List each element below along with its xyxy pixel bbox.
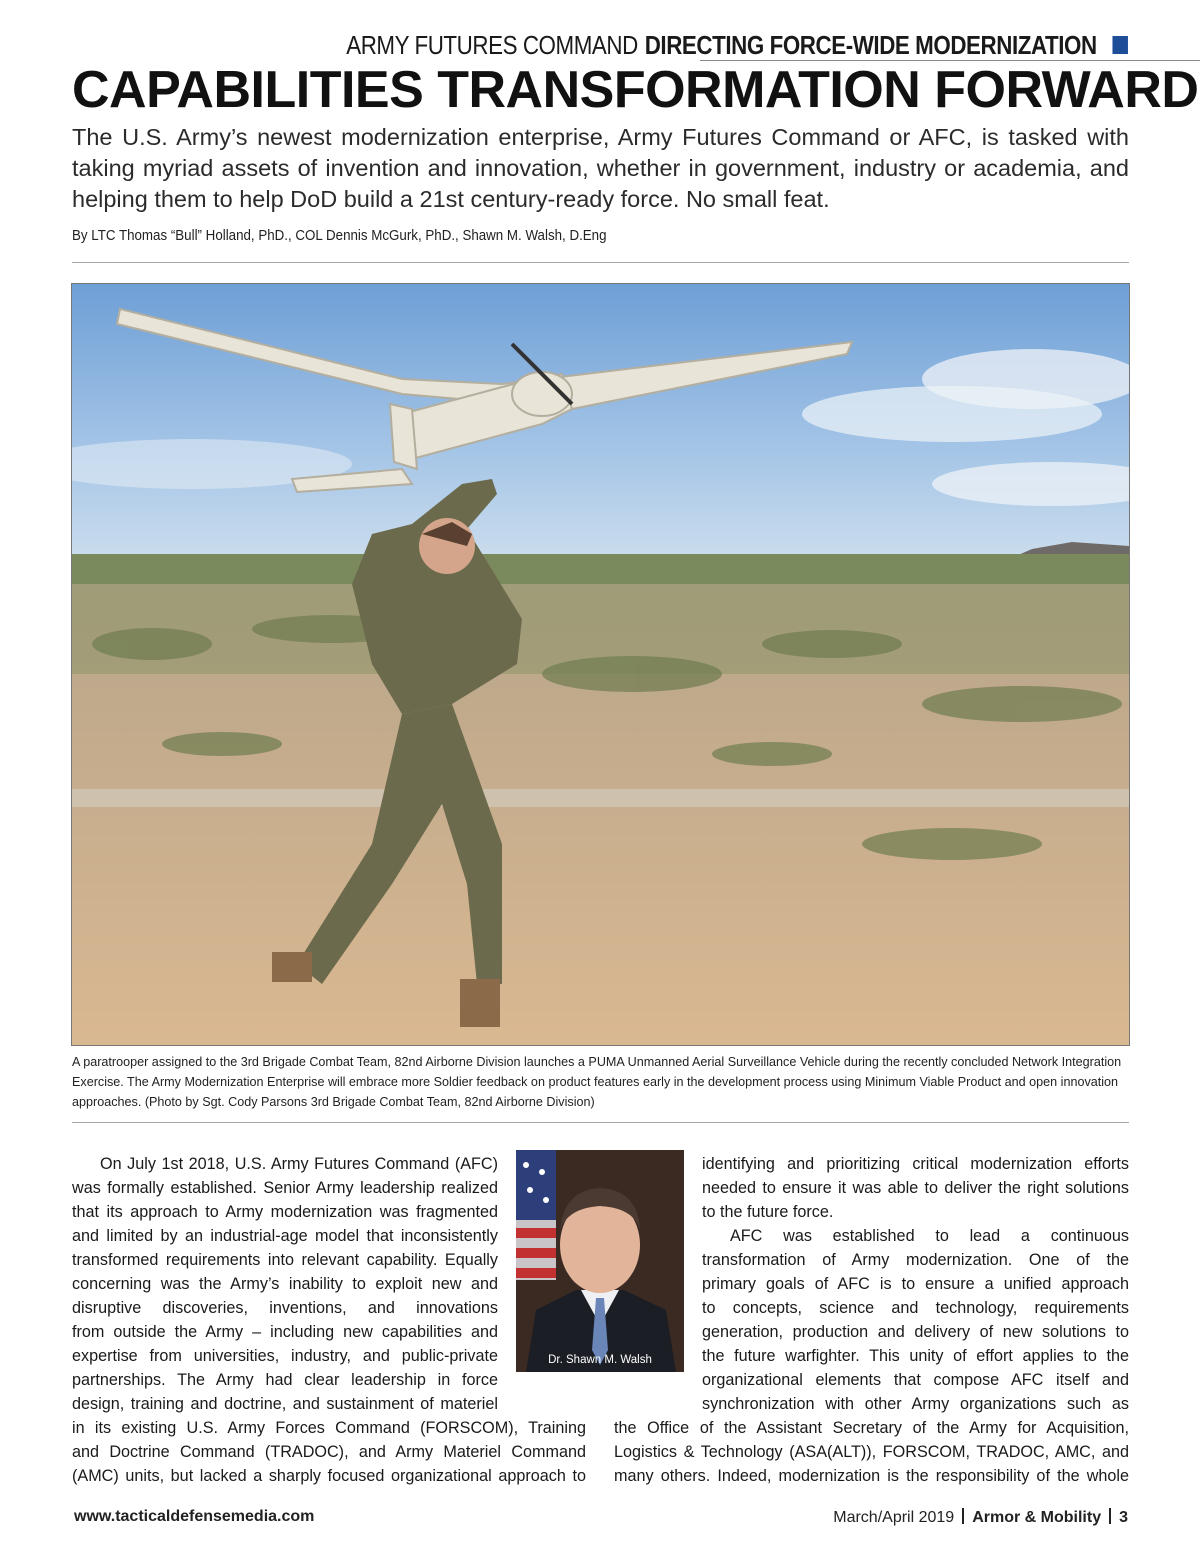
body-line: to the future force. (702, 1203, 834, 1221)
body-line: identifying and prioritizing critical modernization efforts (702, 1155, 1129, 1173)
body-line: disruptive discoveries, inventions, and innovations (72, 1299, 498, 1317)
body-line: to concepts, science and technology, requirements (702, 1299, 1129, 1317)
body-line: many others. Indeed, modernization is the responsibility of the whole (614, 1467, 1129, 1485)
body-line: and Doctrine Command (TRADOC), and Army Materiel Command (72, 1443, 586, 1461)
header-square-icon (1113, 36, 1128, 54)
body-line: generation, production and delivery of new solutions to (702, 1323, 1129, 1341)
photo-illustration (72, 284, 1129, 1045)
footer-url[interactable]: www.tacticaldefensemedia.com (74, 1508, 315, 1525)
body-line: that its approach to Army modernization was fragmented (72, 1203, 498, 1221)
body-right-wide (614, 1416, 1129, 1488)
caption-divider (72, 1122, 1129, 1123)
body-line: AFC was established to lead a continuous (730, 1227, 1129, 1245)
body-left-column (72, 1152, 498, 1416)
body-line: the Office of the Assistant Secretary of the Army for Acquisition, (614, 1419, 1129, 1437)
footer-issue-info (833, 1508, 1128, 1527)
article-deck: The U.S. Army’s newest modernization enterprise, Army Futures Command or AFC, is tasked with taking myriad assets of invention and innovation, whether in government, industry or academia, and helping them to help DoD build a 21st century-ready force. No small feat. (72, 124, 1129, 212)
body-line: transformation of Army modernization. One of the (702, 1251, 1129, 1269)
footer-issue: March/April 2019 (833, 1509, 955, 1526)
uav-launch-photo (71, 283, 1130, 1046)
body-line: in its existing U.S. Army Forces Command (FORSCOM), Training (72, 1419, 586, 1437)
portrait-photo (516, 1150, 684, 1372)
body-line: design, training and doctrine, and sustainment of materiel (72, 1395, 498, 1413)
body-line: synchronization with other Army organizations such as (702, 1395, 1129, 1413)
page-number: 3 (1119, 1509, 1128, 1526)
body-line: the future warfighter. This unity of effort applies to the (702, 1347, 1129, 1365)
portrait-caption: Dr. Shawn M. Walsh (548, 1354, 652, 1366)
footer-magazine: Armor & Mobility (972, 1509, 1102, 1526)
section-header (347, 28, 1128, 62)
body-line: expertise from universities, industry, and public-private (72, 1347, 498, 1365)
body-line: partnerships. The Army had clear leadership in force (72, 1371, 498, 1389)
body-line: On July 1st 2018, U.S. Army Futures Command (AFC) (100, 1155, 498, 1173)
body-line: was formally established. Senior Army leadership realized (72, 1179, 498, 1197)
photo-caption: A paratrooper assigned to the 3rd Brigade Combat Team, 82nd Airborne Division launches a PUMA Unmanned Aerial Surveillance Vehicle during the recently concluded Network Integration Exercise. The Army Modernization Enterprise will embrace more Soldier feedback on product features early in the development process using Minimum Viable Product and open innovation approaches. (Photo by Sgt. Cody Parsons 3rd Brigade Combat Team, 82nd Airborne Division) (72, 1055, 1122, 1109)
article-byline: By LTC Thomas “Bull” Holland, PhD., COL Dennis McGurk, PhD., Shawn M. Walsh, D.Eng (72, 228, 607, 244)
article-title: CAPABILITIES TRANSFORMATION FORWARD (72, 61, 1199, 119)
footer-separator (1109, 1508, 1111, 1524)
section-header-bold: DIRECTING FORCE-WIDE MODERNIZATION (645, 29, 1098, 60)
body-line: organizational elements that compose AFC itself and (702, 1371, 1129, 1389)
body-line: concerning was the Army’s inability to exploit new and (72, 1275, 498, 1293)
body-line: needed to ensure it was able to deliver the right solutions (702, 1179, 1129, 1197)
footer-separator (962, 1508, 964, 1524)
body-right-column (702, 1152, 1129, 1416)
body-line: and limited by an industrial-age model that inconsistently (72, 1227, 498, 1245)
body-line: (AMC) units, but lacked a sharply focused organizational approach to (72, 1467, 586, 1485)
portrait-illustration (516, 1150, 684, 1372)
body-line: Logistics & Technology (ASA(ALT)), FORSCOM, TRADOC, AMC, and (614, 1443, 1129, 1461)
body-line: from outside the Army – including new capabilities and (72, 1323, 498, 1341)
section-header-light: ARMY FUTURES COMMAND (346, 29, 639, 60)
byline-divider (72, 262, 1129, 263)
body-left-wide (72, 1416, 586, 1488)
body-line: primary goals of AFC is to ensure a unified approach (702, 1275, 1129, 1293)
body-line: transformed requirements into relevant capability. Equally (72, 1251, 498, 1269)
